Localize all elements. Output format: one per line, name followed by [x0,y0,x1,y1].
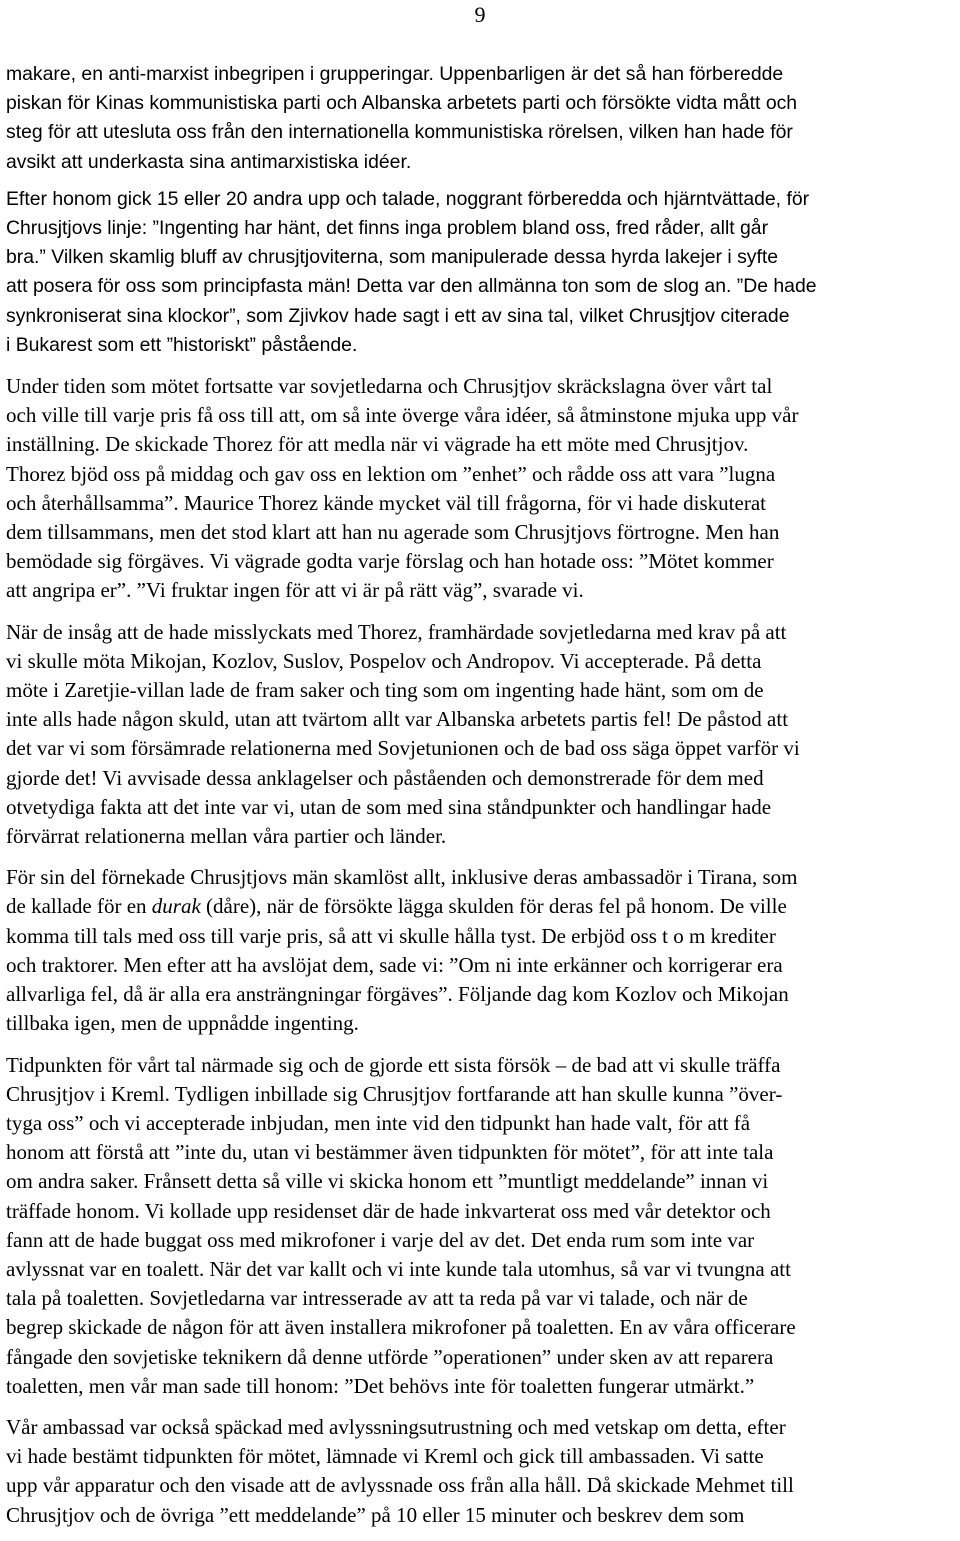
text-line: förvärrat relationerna mellan våra partier och länder. [6,824,447,849]
text-line: om andra saker. Frånsett detta så ville vi skicka honom ett ”muntligt meddelande” innan vi [6,1169,769,1194]
text-line: tyga oss” och vi accepterade inbjudan, men inte vid den tidpunkt han hade valt, för att få [6,1110,751,1135]
paragraph [6,372,956,606]
text-line: att posera för oss som principfasta män! Detta var den allmänna ton som de slog an. ”De hade [6,275,817,298]
text-line: inte alls hade någon skuld, utan att tvärtom allt var Albanska arbetets partis fel! De påstod att [6,707,789,732]
text-line: fångade den sovjetiske teknikern då denne utförde ”operationen” under sken av att reparera [6,1344,774,1369]
paragraph [6,618,956,852]
text-line: otvetydiga fakta att det inte var vi, utan de som med sina ståndpunkter och handlingar hade [6,794,772,819]
text-line: i Bukarest som ett ”historiskt” påstående. [6,333,358,356]
text-line: dem tillsammans, men det stod klart att han nu agerade som Chrusjtjovs förtrogne. Men han [6,520,780,545]
text-line: Efter honom gick 15 eller 20 andra upp och talade, noggrant förberedda och hjärntvättade, för [6,187,810,210]
text-line: upp vår apparatur och den visade att de avlyssnade oss från alla håll. Då skickade Mehmet till [6,1473,794,1498]
text-line: toaletten, men vår man sade till honom: ”Det behövs inte för toaletten fungerar utmärkt.” [6,1373,755,1398]
text-line: det var vi som försämrade relationerna med Sovjetunionen och de bad oss säga öppet varför vi [6,736,800,761]
text-line: möte i Zaretjie-villan lade de fram saker och ting som om ingenting hade hänt, som om de [6,678,764,703]
text-line: Chrusjtjov och de övriga ”ett meddelande” på 10 eller 15 minuter och beskrev dem som [6,1502,745,1527]
text-line: För sin del förnekade Chrusjtjovs män skamlöst allt, inklusive deras ambassadör i Tirana, som [6,865,798,890]
text-line: honom att förstå att ”inte du, utan vi bestämmer även tidpunkten för mötet”, för att inte tala [6,1140,774,1165]
text-line: inställning. De skickade Thorez för att medla när vi vägrade ha ett möte med Chrusjtjov. [6,432,749,457]
text-line: piskan för Kinas kommunistiska parti och Albanska arbetets parti och försökte vidta mått och [6,92,798,115]
text-line: bemödade sig förgäves. Vi vägrade godta varje förslag och han hotade oss: ”Mötet kommer [6,549,774,574]
text-line: tala på toaletten. Sovjetledarna var intresserade av att ta reda på var vi talade, och när de [6,1286,748,1311]
paragraph [6,1413,956,1530]
text-line: steg för att utesluta oss från den internationella kommunistiska rörelsen, vilken han hade för [6,121,793,144]
document-body [6,60,956,1530]
text-line: När de insåg att de hade misslyckats med Thorez, framhärdade sovjetledarna med krav på att [6,619,787,644]
paragraph [6,863,956,1038]
text-line: Chrusjtjovs linje: ”Ingenting har hänt, det finns inga problem bland oss, fred råder, allt går [6,217,769,240]
text-line: avlyssnat var en toalett. När det var kallt och vi inte kunde tala utomhus, så var vi tvungna att [6,1256,791,1281]
text-line: vi hade bestämt tidpunkten för mötet, lämnade vi Kreml och gick till ambassaden. Vi satte [6,1444,764,1469]
text-line: Under tiden som mötet fortsatte var sovjetledarna och Chrusjtjov skräckslagna över vårt tal [6,374,773,399]
text-line: allvarliga fel, då är alla era ansträngningar förgäves”. Följande dag kom Kozlov och Mikojan [6,982,789,1007]
text-line: att angripa er”. ”Vi fruktar ingen för att vi är på rätt väg”, svarade vi. [6,578,584,603]
text-line: de kallade för en durak (dåre), när de försökte lägga skulden för deras fel på honom. De ville [6,894,787,919]
text-line: synkroniserat sina klockor”, som Zjivkov hade sagt i ett av sina tal, vilket Chrusjtjov citerade [6,304,790,327]
text-line: och traktorer. Men efter att ha avslöjat dem, sade vi: ”Om ni inte erkänner och korrigerar era [6,952,783,977]
paragraph [6,185,956,360]
text-line: Thorez bjöd oss på middag och gav oss en lektion om ”enhet” och rådde oss att vara ”lugna [6,461,776,486]
text-line: och återhållsamma”. Maurice Thorez kände mycket väl till frågorna, för vi hade diskuterat [6,490,766,515]
text-line: fann att de hade buggat oss med mikrofoner i varje del av det. Det enda rum som inte var [6,1227,755,1252]
text-line: träffade honom. Vi kollade upp residenset där de hade inkvarterat oss med vår detektor och [6,1198,771,1223]
text-line: makare, en anti-marxist inbegripen i grupperingar. Uppenbarligen är det så han förberedde [6,63,784,85]
text-line: tillbaka igen, men de uppnådde ingenting. [6,1011,359,1036]
text-line: avsikt att underkasta sina antimarxistiska idéer. [6,150,412,173]
paragraph [6,1051,956,1401]
paragraph [6,60,956,177]
text-line: Tidpunkten för vårt tal närmade sig och de gjorde ett sista försök – de bad att vi skulle träffa [6,1052,781,1077]
text-line: Chrusjtjov i Kreml. Tydligen inbillade sig Chrusjtjov fortfarande att han skulle kunna ”över- [6,1081,783,1106]
text-line: Vår ambassad var också späckad med avlyssningsutrustning och med vetskap om detta, efter [6,1414,786,1439]
page-number: 9 [474,2,486,27]
italic-word: durak [151,894,201,919]
text-line: gjorde det! Vi avvisade dessa anklagelser och påståenden och demonstrerade för dem med [6,765,764,790]
text-line: och ville till varje pris få oss till att, om så inte överge våra idéer, så åtminstone mjuka upp vår [6,403,799,428]
text-line: komma till tals med oss till varje pris, så att vi skulle hålla tyst. De erbjöd oss t o m krediter [6,923,776,948]
text-line: begrep skickade de någon för att även installera mikrofoner på toaletten. En av våra officerare [6,1315,796,1340]
text-line: vi skulle möta Mikojan, Kozlov, Suslov, Pospelov och Andropov. Vi accepterade. På detta [6,648,762,673]
text-line: bra.” Vilken skamlig bluff av chrusjtjoviterna, som manipulerade dessa hyrda lakejer i syfte [6,246,779,269]
